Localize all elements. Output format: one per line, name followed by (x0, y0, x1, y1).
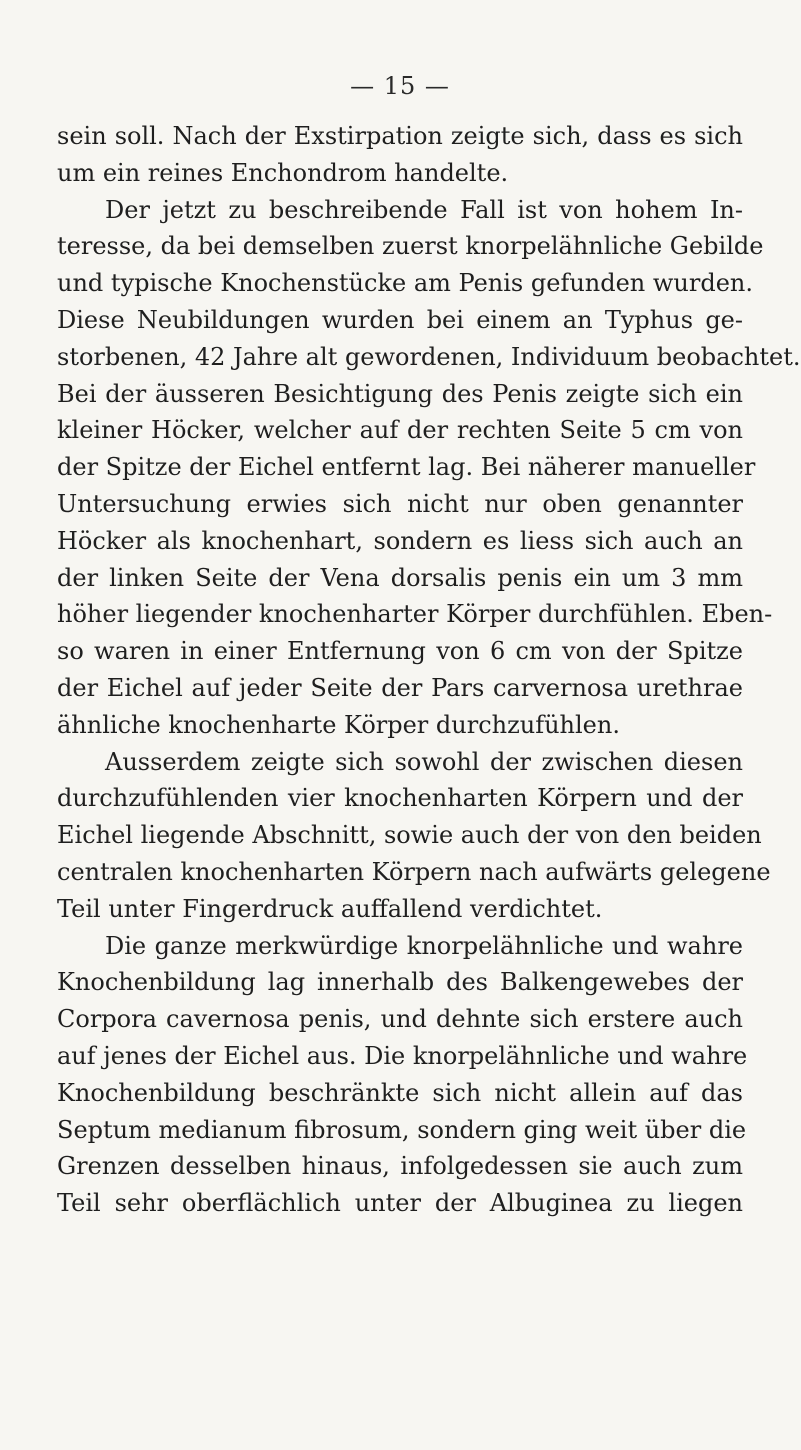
text-line: der Spitze der Eichel entfernt lag. Bei näherer manueller (57, 453, 756, 482)
text-line: Eichel liegende Abschnitt, sowie auch der von den beiden (57, 821, 762, 850)
text-line: höher liegender knochenharter Körper durchfühlen. Eben- (57, 600, 773, 629)
text-line: teresse, da bei demselben zuerst knorpelähnliche Gebilde (57, 232, 764, 261)
text-line: auf jenes der Eichel aus. Die knorpelähnliche und wahre (57, 1041, 748, 1070)
text-line: Knochenbildung lag innerhalb des Balkengewebes der (57, 968, 743, 997)
text-line: Diese Neubildungen wurden bei einem an Typhus ge- (57, 305, 743, 334)
text-line: so waren in einer Entfernung von 6 cm von der Spitze (57, 637, 743, 666)
text-line: Teil unter Fingerdruck auffallend verdichtet. (57, 894, 603, 923)
text-line: Teil sehr oberflächlich unter der Albuginea zu liegen (57, 1189, 743, 1218)
text-line: Septum medianum fibrosum, sondern ging weit über die (57, 1115, 747, 1144)
text-line: Corpora cavernosa penis, und dehnte sich erstere auch (57, 1005, 743, 1034)
text-line: storbenen, 42 Jahre alt gewordenen, Individuum beobachtet. (57, 342, 801, 371)
text-line: der linken Seite der Vena dorsalis penis ein um 3 mm (57, 563, 743, 592)
text-line: Der jetzt zu beschreibende Fall ist von hohem In- (105, 195, 743, 224)
text-line: Bei der äusseren Besichtigung des Penis zeigte sich ein (57, 379, 743, 408)
page-number: — 15 — (350, 72, 450, 100)
text-line: Ausserdem zeigte sich sowohl der zwischen diesen (105, 747, 743, 776)
text-line: Grenzen desselben hinaus, infolgedessen sie auch zum (57, 1152, 743, 1181)
text-line: und typische Knochenstücke am Penis gefunden wurden. (57, 269, 754, 298)
paragraph-3 (57, 744, 771, 928)
text-line: Untersuchung erwies sich nicht nur oben genannter (57, 489, 743, 518)
text-line: um ein reines Enchondrom handelte. (57, 158, 509, 187)
text-line: sein soll. Nach der Exstirpation zeigte sich, dass es sich (57, 122, 743, 150)
text-line: Knochenbildung beschränkte sich nicht allein auf das (57, 1078, 743, 1107)
paragraph-4 (57, 928, 748, 1222)
text-line: ähnliche knochenharte Körper durchzufühlen. (57, 710, 620, 739)
text-line: Die ganze merkwürdige knorpelähnliche und wahre (105, 931, 743, 960)
text-line: centralen knochenharten Körpern nach aufwärts gelegene (57, 857, 771, 886)
text-line: kleiner Höcker, welcher auf der rechten Seite 5 cm von (57, 416, 743, 445)
text-line: durchzufühlenden vier knochenharten Körpern und der (57, 784, 743, 813)
text-line: Höcker als knochenhart, sondern es liess sich auch an (57, 526, 743, 555)
paragraph-1 (57, 118, 743, 192)
paragraph-2 (57, 192, 801, 744)
text-line: der Eichel auf jeder Seite der Pars carvernosa urethrae (57, 673, 743, 702)
